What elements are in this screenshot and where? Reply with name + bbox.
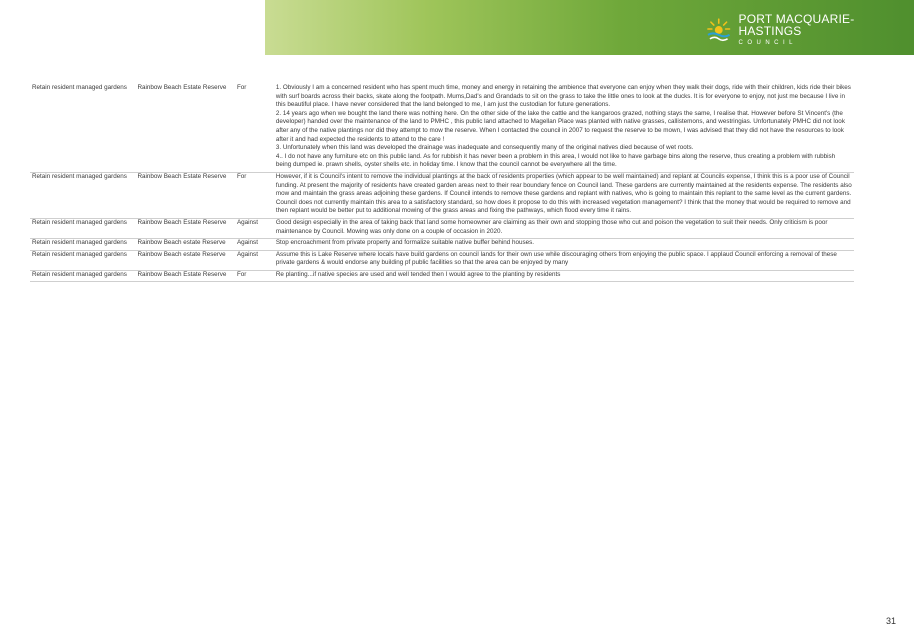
submissions-table xyxy=(30,84,854,282)
location-cell: Rainbow Beach Estate Reserve xyxy=(135,270,234,282)
comment-paragraph: 2. 14 years ago when we bought the land there was nothing here. On the other side of the lake the cattle and the kangaroos grazed, nothing stays the same, I realise that. However before St Vincent's (the developer) handed over the maintenance of the land to PMHC , this public land attached to Magellan Place was planted with native grasses, callistemons, and westringias. Unfortunately PMHC did not look after any of the native plantings nor did they attempt to mow the reserve. When I contacted the council in 2007 to request the reserve to be mown, I was advised that they did not have the resources to look after it and had expected the residents to attend to the care ! xyxy=(275,109,845,143)
comment-paragraph: 1. Obviously I am a concerned resident who has spent much time, money and energy in retaining the ambience that everyone can enjoy when they walk their dogs, ride with their children, kids ride their bikes with surf boards across their backs, skate along the footpath. Mums,Dad's and Grandads to sit on the grass to take the little ones to look at the ducks. It is for everyone to enjoy, not just me because I live in this beautiful place. I have never considered that the land belonged to me, I am just the custodian for future generations. xyxy=(275,84,851,109)
location-cell: Rainbow Beach Estate Reserve xyxy=(135,84,234,172)
option-cell: Retain resident managed gardens xyxy=(30,239,135,251)
comment-paragraph: Assume this is Lake Reserve where locals have build gardens on council lands for their own use while discouraging others from enjoying the public space. I applaud Council enforcing a removal of these private gardens & would endorse any building pf public facilities so that the area can be enjoyed by many xyxy=(275,250,837,267)
position-cell: For xyxy=(235,270,274,282)
position-cell: Against xyxy=(235,239,274,251)
comment-cell xyxy=(274,84,854,172)
comment-paragraph: 3. Unfortunately when this land was developed the drainage was inadequate and consequently many of the original natives died because of wet roots. xyxy=(275,144,694,152)
option-cell: Retain resident managed gardens xyxy=(30,218,135,238)
logo-subtitle: COUNCIL xyxy=(738,39,797,46)
option-cell: Retain resident managed gardens xyxy=(30,84,135,172)
comment-paragraph: Stop encroachment from private property and formalize suitable native buffer behind houses. xyxy=(275,239,535,247)
location-cell: Rainbow Beach estate Reserve xyxy=(135,250,234,270)
comment-cell xyxy=(274,218,854,238)
option-cell: Retain resident managed gardens xyxy=(30,250,135,270)
location-cell: Rainbow Beach estate Reserve xyxy=(135,239,234,251)
option-cell: Retain resident managed gardens xyxy=(30,172,135,218)
position-cell: For xyxy=(235,84,274,172)
table-row xyxy=(30,239,854,251)
comment-paragraph: Good design especially in the area of taking back that land some homeowner are claiming as their own and stopping those who cut and poison the vegetation to suit their needs. Only criticism is poor maintenance by Council. Mowing was only done on a couple of occasion in 2020. xyxy=(275,218,828,235)
position-cell: Against xyxy=(235,218,274,238)
sun-water-logo-icon xyxy=(705,15,732,43)
logo-title: PORT MACQUARIE-HASTINGS xyxy=(738,11,855,38)
table-row xyxy=(30,270,854,282)
comment-cell xyxy=(274,239,854,251)
table-row xyxy=(30,218,854,238)
page-number: 31 xyxy=(885,616,896,626)
position-cell: For xyxy=(235,172,274,218)
position-cell: Against xyxy=(235,250,274,270)
comment-cell xyxy=(274,250,854,270)
comment-cell xyxy=(274,172,854,218)
table-row xyxy=(30,250,854,270)
table-row xyxy=(30,172,854,218)
option-cell: Retain resident managed gardens xyxy=(30,270,135,282)
council-logo xyxy=(705,12,914,46)
location-cell: Rainbow Beach Estate Reserve xyxy=(135,172,234,218)
comment-paragraph: Re planting...if native species are used and well tended then I would agree to the planting by residents xyxy=(275,270,561,278)
comment-cell xyxy=(274,270,854,282)
comment-paragraph: 4.. I do not have any furniture etc on this public land. As for rubbish it has never been a problem in this area, I would not like to have garbage bins along the reserve, thus creating a problem with rubbish being dumped ie. prawn shells, oyster shells etc. in holiday time. I know that the council cannot be everywhere all the time. xyxy=(275,152,836,169)
table-row xyxy=(30,84,854,172)
comment-paragraph: However, if it is Council's intent to remove the individual plantings at the back of residents properties (which appear to be well maintained) and replant at Councils expense, I think this is a poor use of Council funding. At present the majority of residents have created garden areas next to their rear boundary fence on Council land. These gardens are currently maintained at the residents expense. The residents also mow and maintain the grass areas adjoining these gardens. If Council intends to remove these gardens and replant with natives, who is going to maintain this replant to the same level as the current gardens. Council does not currently maintain this area to a satisfactory standard, so how does it propose to do this with increased vegetation management? I think that the money that would be required to remove and then replant would be better put to additional mowing of the grass areas and fixing the pathways, which flood every time it rains. xyxy=(275,172,852,215)
location-cell: Rainbow Beach Estate Reserve xyxy=(135,218,234,238)
